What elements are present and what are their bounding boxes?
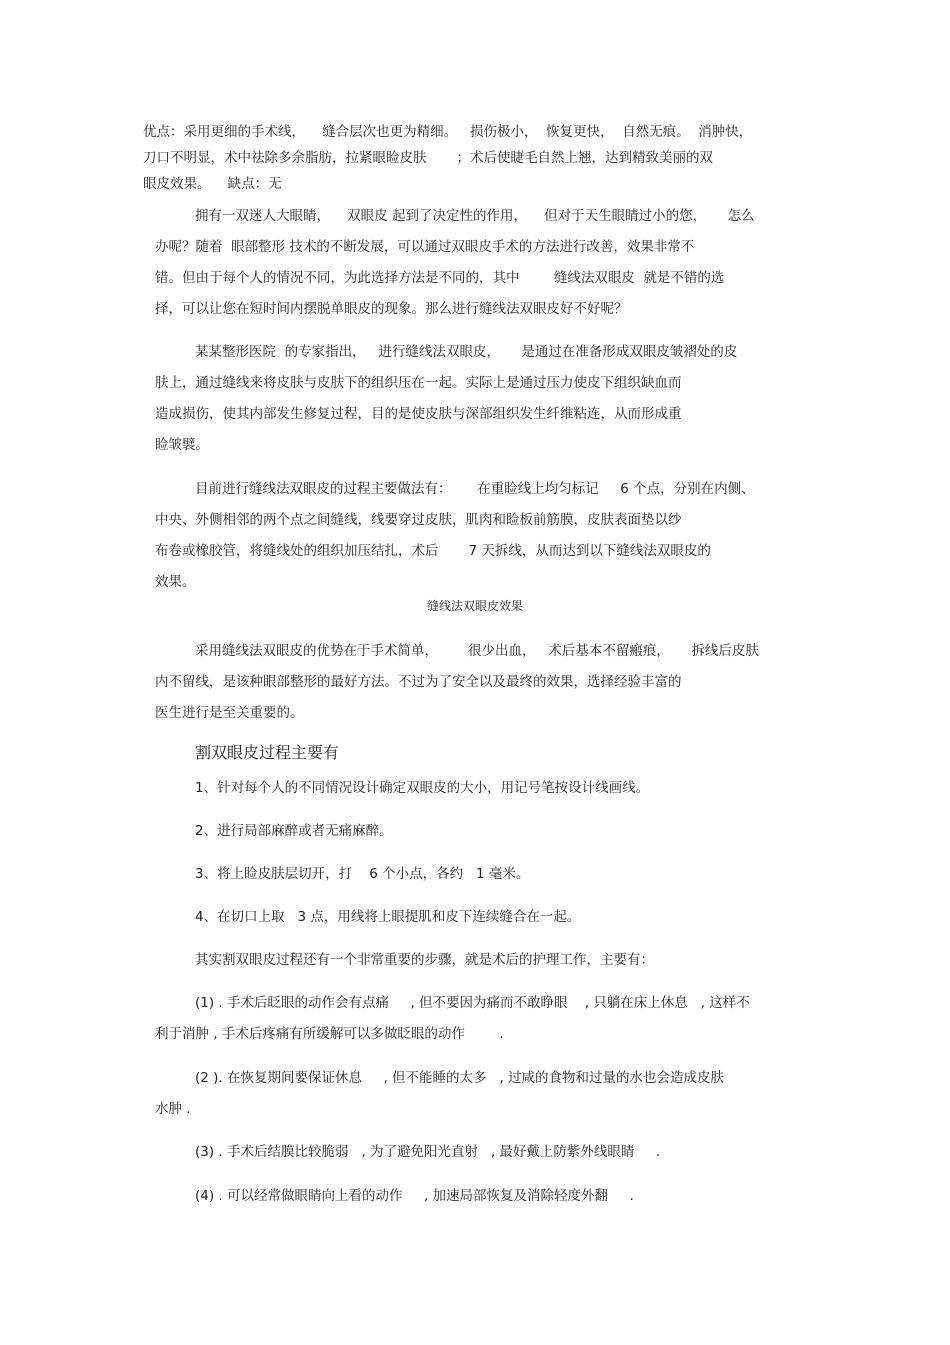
text-line: 布卷或橡胶管，将缝线处的组织加压结扎，术后 7 天拆线，从而达到以下缝线法双眼皮的 [155, 543, 711, 559]
text-line: 内不留线，是该种眼部整形的最好方法。不过为了安全以及最终的效果，选择经验丰富的 [155, 674, 682, 690]
list-item: 3、将上睑皮肤层切开，打 6 个小点，各约 1 毫米。 [195, 866, 530, 882]
text-line: 某某整形医院 的专家指出， 进行缝线法双眼皮， 是通过在准备形成双眼皮皱褶处的皮 [195, 344, 738, 360]
text-line: 采用缝线法双眼皮的优势在于手术简单， 很少出血， 术后基本不留瘢痕， 拆线后皮肤 [195, 643, 759, 659]
text-line: 睑皱襞。 [155, 437, 209, 453]
text-line: 效果。 [155, 574, 196, 590]
text-line: 眼皮效果。 缺点：无 [143, 176, 282, 192]
text-line: 刀口不明显，术中祛除多余脂肪，拉紧眼睑皮肤 ；术后使睫毛自然上翘，达到精致美丽的双 [143, 150, 714, 166]
text-line: (4) . 可以经常做眼睛向上看的动作 , 加速局部恢复及消除轻度外翻 . [195, 1188, 634, 1204]
list-item: 2、进行局部麻醉或者无痛麻醉。 [195, 823, 393, 839]
text-line: 利于消肿 , 手术后疼痛有所缓解可以多做眨眼的动作 . [155, 1026, 504, 1042]
list-item: 1、针对每个人的不同情况设计确定双眼皮的大小，用记号笔按设计线画线。 [195, 780, 650, 796]
text-line: 医生进行是至关重要的。 [155, 705, 304, 721]
list-item: 4、在切口上取 3 点，用线将上眼提肌和皮下连续缝合在一起。 [195, 909, 581, 925]
image-caption: 缝线法双眼皮效果 [426, 599, 523, 613]
text-line: 水肿 . [155, 1101, 191, 1117]
text-line: (2 ). 在恢复期间要保证休息 , 但不能睡的太多 , 过咸的食物和过量的水也会造成皮肤 [195, 1070, 724, 1086]
text-line: 拥有一双迷人大眼睛， 双眼皮 起到了决定性的作用， 但对于天生眼睛过小的您， 怎么 [195, 208, 755, 224]
text-line: 肤上，通过缝线来将皮肤与皮肤下的组织压在一起。实际上是通过压力使皮下组织缺血而 [155, 375, 682, 391]
text-line: 办呢？随着 眼部整形 技术的不断发展，可以通过双眼皮手术的方法进行改善，效果非常不 [155, 239, 695, 255]
text-line: 择，可以让您在短时间内摆脱单眼皮的现象。那么进行缝线法双眼皮好不好呢？ [155, 301, 628, 317]
text-line: 错。但由于每个人的情况不同，为此选择方法是不同的，其中 缝线法双眼皮 就是不错的选 [155, 270, 725, 286]
text-line: 优点：采用更细的手术线， 缝合层次也更为精细。 损伤极小， 恢复更快， 自然无痕。 消肿快， [143, 124, 753, 140]
text-line: 中央、外侧相邻的两个点之间缝线，线要穿过皮肤，肌肉和睑板前筋膜，皮肤表面垫以纱 [155, 512, 682, 528]
text-line: 目前进行缝线法双眼皮的过程主要做法有： 在重睑线上均匀标记 6 个点，分别在内侧、 [195, 481, 755, 497]
text-line: (3) . 手术后结膜比较脆弱 , 为了避免阳光直射 , 最好戴上防紫外线眼睛 . [195, 1144, 661, 1160]
section-heading: 割双眼皮过程主要有 [195, 743, 340, 762]
text-line: (1) . 手术后眨眼的动作会有点痛 , 但不要因为痛而不敢睁眼 , 只躺在床上休息 , 这样不 [195, 995, 750, 1011]
care-intro: 其实割双眼皮过程还有一个非常重要的步骤，就是术后的护理工作，主要有： [195, 952, 654, 968]
text-line: 造成损伤，使其内部发生修复过程，目的是使皮肤与深部组织发生纤维粘连，从而形成重 [155, 406, 682, 422]
